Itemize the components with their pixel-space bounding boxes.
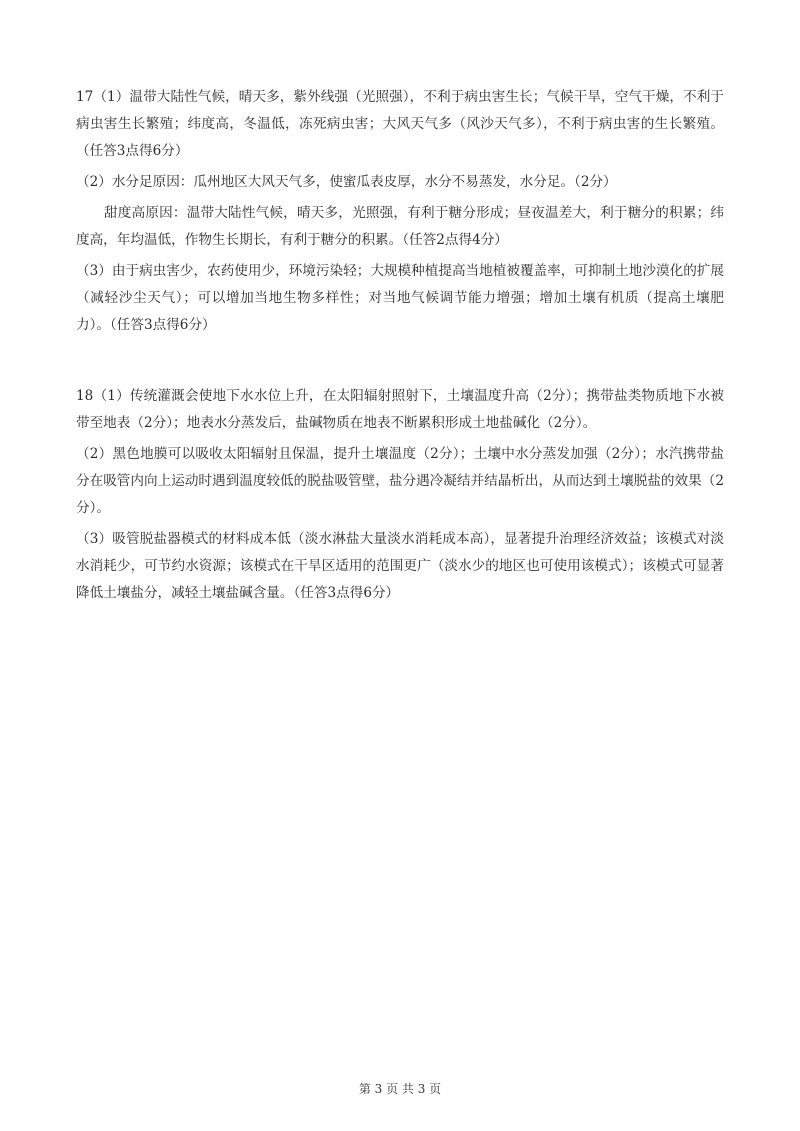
question-17-answer: [76, 84, 724, 343]
q18-part3: （3）吸管脱盐器模式的材料成本低（淡水淋盐大量淡水消耗成本高），显著提升治理经济效益；该模式对淡水消耗少，可节约水资源；该模式在干旱区适用的范围更广（淡水少的地区也可使用该模式）；该模式可显著降低土壤盐分，减轻土壤盐碱含量。（任答3点得6分）: [76, 531, 724, 601]
q18-part1: 18（1）传统灌溉会使地下水水位上升，在太阳辐射照射下，土壤温度升高（2分）；携带盐类物质地下水被带至地表（2分）；地表水分蒸发后，盐碱物质在地表不断累积形成土地盐碱化（2分）。: [76, 388, 724, 431]
q18-part2: （2）黑色地膜可以吸收太阳辐射且保温，提升土壤温度（2分）；土壤中水分蒸发加强（2分）；水汽携带盐分在吸管内向上运动时遇到温度较低的脱盐吸管壁，盐分遇冷凝结并结晶析出，从而达到土壤脱盐的效果（2分）。: [76, 446, 724, 516]
q17-part2-water: （2）水分足原因：瓜州地区大风天气多，使蜜瓜表皮厚，水分不易蒸发，水分足。（2分）: [76, 174, 617, 190]
page-number-footer: 第 3 页 共 3 页: [358, 1082, 442, 1096]
q17-part1: 17（1）温带大陆性气候，晴天多，紫外线强（光照强），不利于病虫害生长；气候干旱，空气干燥，不利于病虫害生长繁殖；纬度高，冬温低，冻死病虫害；大风天气多（风沙天气多），不利于病虫害的生长繁殖。（任答3点得6分）: [76, 89, 724, 159]
q17-part3: （3）由于病虫害少，农药使用少，环境污染轻；大规模种植提高当地植被覆盖率，可抑制土地沙漠化的扩展（减轻沙尘天气）；可以增加当地生物多样性；对当地气候调节能力增强；增加土壤有机质（提高土壤肥力）。（任答3点得6分）: [76, 263, 724, 333]
question-18-answer: [76, 383, 724, 611]
q17-part2-sweetness: 甜度高原因：温带大陆性气候，晴天多，光照强，有利于糖分形成；昼夜温差大，利于糖分的积累；纬度高，年均温低，作物生长期长，有利于糖分的积累。（任答2点得4分）: [76, 205, 724, 248]
